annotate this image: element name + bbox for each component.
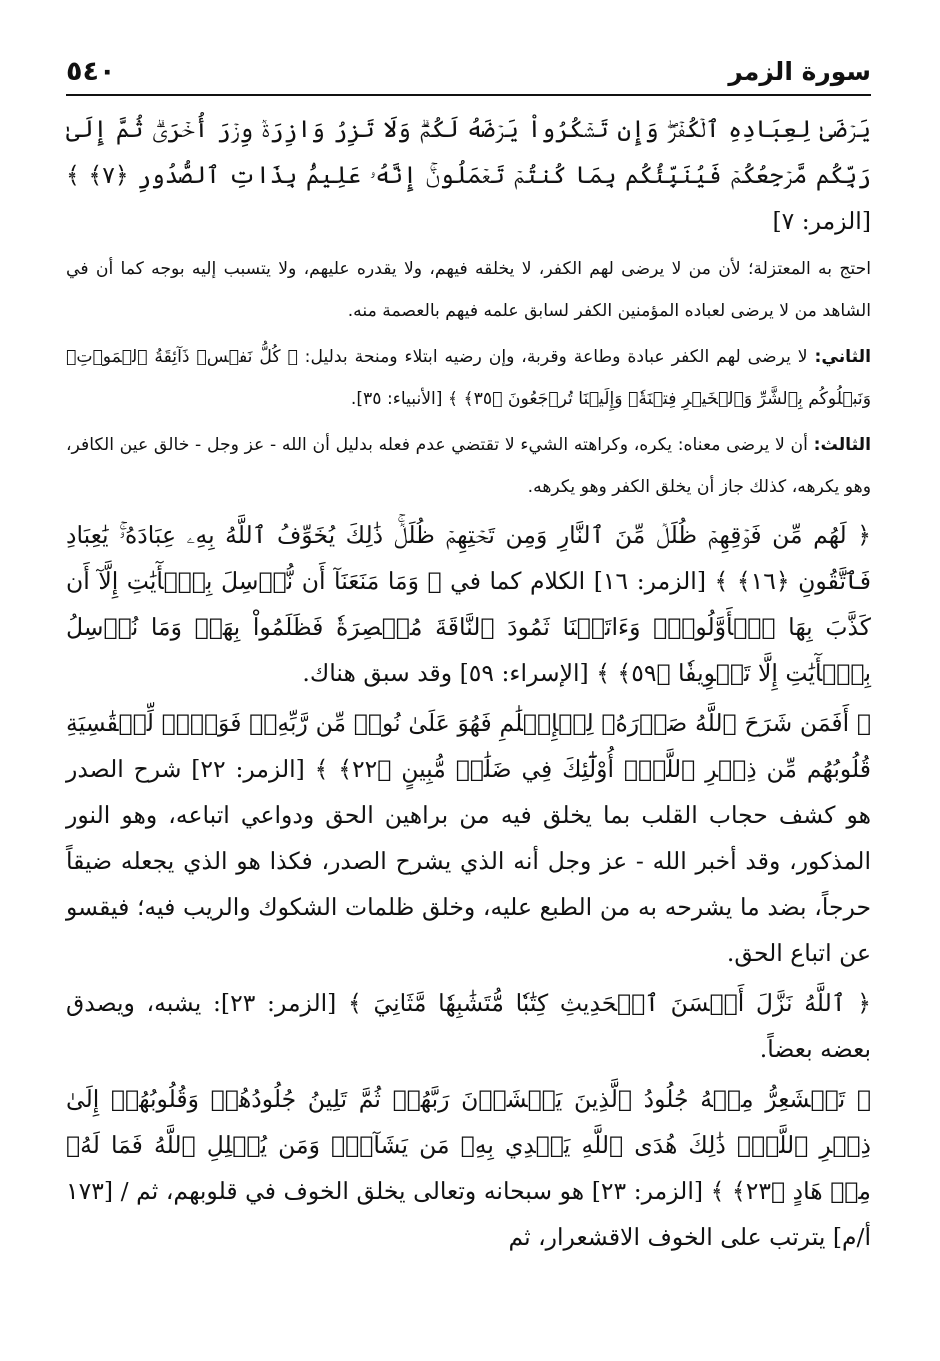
page-header (66, 48, 871, 96)
paragraph-lead-second: الثاني: (814, 347, 871, 367)
verse-paragraph-3: ﴿ أَفَمَن شَرَحَ ٱللَّهُ صَدۡرَهُۥ لِلۡإِسۡلَٰمِ فَهُوَ عَلَىٰ نُورٖ مِّن رَّبِّهِۦۚ فَوَيۡلٞ لِّلۡقَٰسِيَةِ قُلُوبُهُم مِّن ذِكۡرِ ٱللَّهِۚ أُوْلَٰٓئِكَ فِي ضَلَٰلٖ مُّبِينٍ ﴿٢٢﴾ ﴾ [الزمر: ٢٢] شرح الصدر هو كشف حجاب القلب بما يخلق فيه من براهين الحق ودواعي اتباعه، وهو النور المذكور، وقد أخبر الله - عز وجل أنه الذي يشرح الصدر، فكذا هو الذي يجعله ضيقاً حرجاً، بضد ما يشرحه به من الطبع عليه، وخلق ظلمات الشكوك والريب فيه؛ فيقسو عن اتباع الحق. (66, 709, 872, 967)
verse-paragraph-1: يَرۡضَىٰ لِعِبَادِهِ ٱلۡكُفۡرَۖ وَإِن تَشۡكُرُواْ يَرۡضَهُ لَكُمۡۗ وَلَا تَزِرُ وَازِرَةٞ وِزۡرَ أُخۡرَىٰۗ ثُمَّ إِلَىٰ رَبِّكُم مَّرۡجِعُكُمۡ فَيُنَبِّئُكُم بِمَا كُنتُمۡ تَعۡمَلُونَۚ إِنَّهُۥ عَلِيمُۢ بِذَاتِ ٱلصُّدُورِ ﴿٧﴾ ﴾ [الزمر: ٧] (66, 115, 871, 235)
commentary-paragraph-3 (66, 424, 871, 508)
verse-paragraph-2: ﴿ لَهُم مِّن فَوۡقِهِمۡ ظُلَلٞ مِّنَ ٱلنَّارِ وَمِن تَحۡتِهِمۡ ظُلَلٞۚ ذَٰلِكَ يُخَوِّفُ ٱللَّهُ بِهِۦ عِبَادَهُۥۚ يَٰعِبَادِ فَٱتَّقُونِ ﴿١٦﴾ ﴾ [الزمر: ١٦] الكلام كما في ﴿ وَمَا مَنَعَنَآ أَن نُّرۡسِلَ بِٱلۡأٓيَٰتِ إِلَّآ أَن كَذَّبَ بِهَا ٱلۡأَوَّلُونَۚ وَءَاتَيۡنَا ثَمُودَ ٱلنَّاقَةَ مُبۡصِرَةٗ فَظَلَمُواْ بِهَاۚ وَمَا نُرۡسِلُ بِٱلۡأٓيَٰتِ إِلَّا تَخۡوِيفٗا ﴿٥٩﴾ ﴾ [الإسراء: ٥٩] وقد سبق هناك. (66, 521, 871, 687)
page-number: ٥٤٠ (66, 55, 116, 87)
paragraph-lead-third: الثالث: (813, 435, 871, 455)
paragraph-2-text: لا يرضى لهم الكفر عبادة وطاعة وقربة، وإن رضيه ابتلاء ومنحة بدليل: ﴿ كُلُّ نَفۡسٖ ذَآئِقَةُ ٱلۡمَوۡتِۗ وَنَبۡلُوكُم بِٱلشَّرِّ وَٱلۡخَيۡرِ فِتۡنَةٗۖ وَإِلَيۡنَا تُرۡجَعُونَ ﴿٣٥﴾ ﴾ [الأنبياء: ٣٥]. (66, 347, 871, 409)
book-page (66, 48, 871, 1338)
verse-paragraph-5: ﴿ تَقۡشَعِرُّ مِنۡهُ جُلُودُ ٱلَّذِينَ يَخۡشَوۡنَ رَبَّهُمۡ ثُمَّ تَلِينُ جُلُودُهُمۡ وَقُلُوبُهُمۡ إِلَىٰ ذِكۡرِ ٱللَّهِۚ ذَٰلِكَ هُدَى ٱللَّهِ يَهۡدِي بِهِۦ مَن يَشَآءُۚ وَمَن يُضۡلِلِ ٱللَّهُ فَمَا لَهُۥ مِنۡ هَادٍ ﴿٢٣﴾ ﴾ [الزمر: ٢٣] هو سبحانه وتعالى يخلق الخوف في قلوبهم، ثم / [١٧٣ أ/م] يترتب على الخوف الاقشعرار، ثم (66, 1085, 871, 1251)
surah-title: سورة الزمر (728, 56, 871, 86)
commentary-paragraph-2 (66, 336, 871, 420)
page-body (66, 96, 871, 1260)
paragraph-3-text: أن لا يرضى معناه: يكره، وكراهته الشيء لا تقتضي عدم فعله بدليل أن الله - عز وجل - خالق عين الكافر، وهو يكرهه، كذلك جاز أن يخلق الكفر وهو يكرهه. (66, 435, 871, 497)
commentary-paragraph-1: احتج به المعتزلة؛ لأن من لا يرضى لهم الكفر، لا يخلقه فيهم، ولا يقدره عليهم، ولا يتسبب إليه بوجه كما أن في الشاهد من لا يرضى لعباده المؤمنين الكفر لسابق علمه فيهم بالعصمة منه. (66, 259, 871, 321)
verse-paragraph-4: ﴿ ٱللَّهُ نَزَّلَ أَحۡسَنَ ٱلۡحَدِيثِ كِتَٰبٗا مُّتَشَٰبِهٗا مَّثَانِيَ ﴾ [الزمر: ٢٣]: يشبه، ويصدق بعضه بعضاً. (66, 989, 871, 1063)
